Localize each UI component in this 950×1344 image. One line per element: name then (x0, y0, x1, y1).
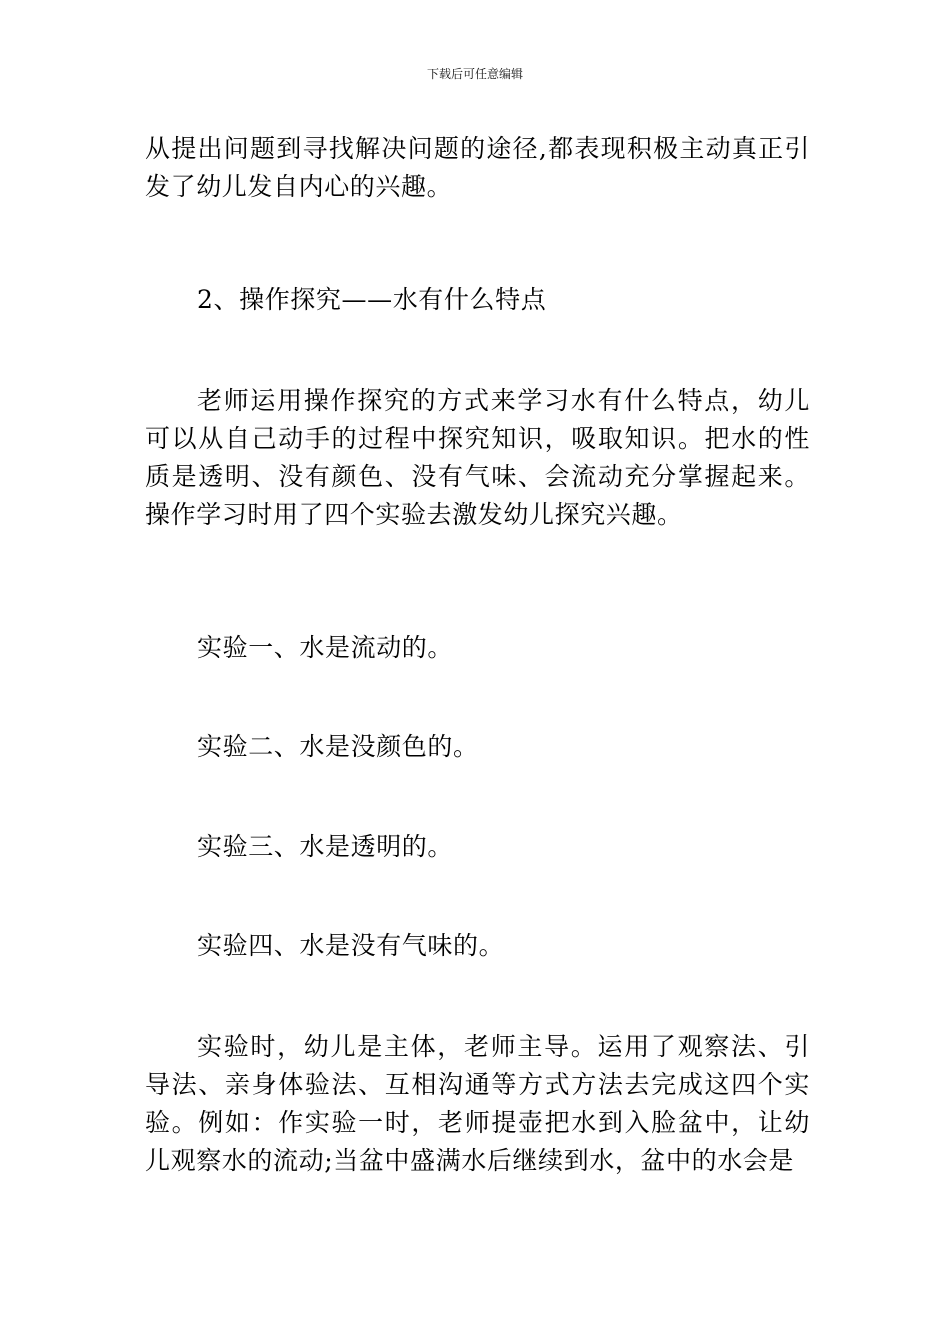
experiment-three: 实验三、水是透明的。 (197, 832, 454, 861)
experiment-one: 实验一、水是流动的。 (197, 633, 454, 662)
paragraph-teacher-method: 老师运用操作探究的方式来学习水有什么特点，幼儿可以从自己动手的过程中探究知识，吸取知识。把水的性质是透明、没有颜色、没有气味、会流动充分掌握起来。操作学习时用了四个实验去激发幼儿探究兴趣。 (145, 386, 810, 529)
paragraph-interest: 从提出问题到寻找解决问题的途径,都表现积极主动真正引发了幼儿发自内心的兴趣。 (145, 134, 810, 201)
section-heading-operation-explore: 2、操作探究——水有什么特点 (197, 285, 547, 314)
paragraph-experiment-process: 实验时，幼儿是主体，老师主导。运用了观察法、引导法、亲身体验法、互相沟通等方式方法去完成这四个实验。例如：作实验一时，老师提壶把水到入脸盆中，让幼儿观察水的流动;当盆中盛满水后继续到水，盆中的水会是 (145, 1032, 810, 1175)
experiment-two: 实验二、水是没颜色的。 (197, 732, 479, 761)
page-header: 下载后可任意编辑 (426, 67, 523, 81)
experiment-four: 实验四、水是没有气味的。 (197, 931, 505, 960)
